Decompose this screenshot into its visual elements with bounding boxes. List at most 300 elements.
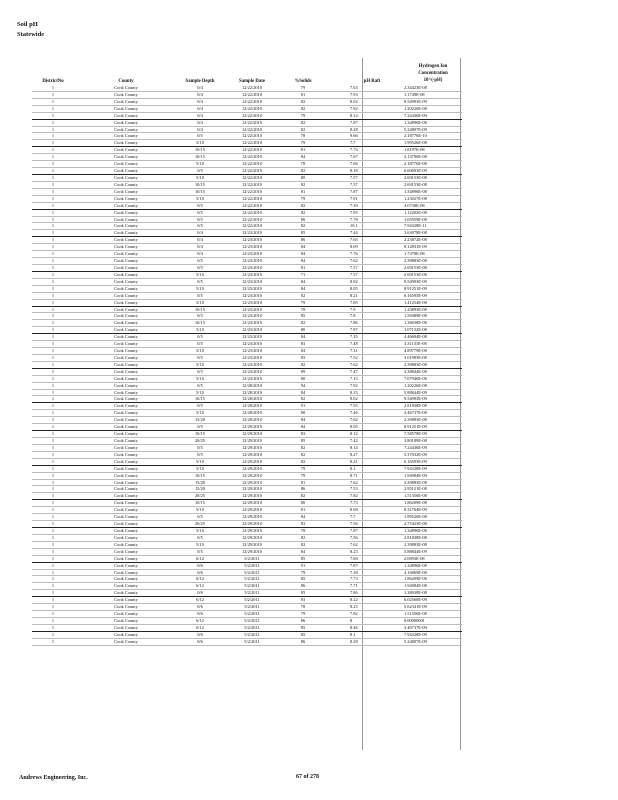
cell-sample-date: 5/2/2011 xyxy=(244,611,260,617)
cell-hydrogen-ion: 3.46737E-08 xyxy=(404,410,427,416)
cell-sample-depth: 6/12 xyxy=(196,624,204,630)
table-row xyxy=(32,535,462,542)
cell-ph: 8.18 xyxy=(350,168,358,174)
cell-sample-depth: 5/10 xyxy=(196,410,204,416)
cell-district: 1 xyxy=(51,237,55,243)
cell-county: Cook County xyxy=(114,479,138,485)
cell-solids: 82 xyxy=(300,168,306,174)
cell-county: Cook County xyxy=(114,105,138,111)
cell-hydrogen-ion: 1.34896E-08 xyxy=(404,119,427,125)
cell-county: Cook County xyxy=(114,382,138,388)
table-row xyxy=(32,556,462,563)
cell-solids: 82 xyxy=(300,493,306,499)
cell-solids: 82 xyxy=(300,126,306,132)
table-row xyxy=(32,383,462,390)
cell-district: 1 xyxy=(51,638,55,644)
cell-district: 1 xyxy=(51,583,55,589)
cell-sample-depth: 6/12 xyxy=(196,617,204,623)
cell-sample-date: 12/29/2010 xyxy=(241,472,262,478)
cell-hydrogen-ion: 4.89779E-08 xyxy=(404,348,427,354)
cell-district: 1 xyxy=(51,181,55,187)
cell-sample-date: 12/23/2010 xyxy=(241,285,262,291)
cell-solids: 84 xyxy=(300,285,306,291)
cell-county: Cook County xyxy=(114,472,138,478)
cell-district: 1 xyxy=(51,112,55,118)
cell-county: Cook County xyxy=(114,604,138,610)
cell-sample-depth: 10/15 xyxy=(194,306,205,312)
table-row xyxy=(32,320,462,327)
cell-sample-date: 12/22/2010 xyxy=(241,112,262,118)
table-row xyxy=(32,480,462,487)
cell-county: Cook County xyxy=(114,548,138,554)
cell-sample-date: 12/29/2010 xyxy=(241,479,262,485)
cell-district: 1 xyxy=(51,486,55,492)
cell-ph: 7.91 xyxy=(350,195,358,201)
cell-hydrogen-ion: 1.86209E-08 xyxy=(404,576,427,582)
table-row xyxy=(32,99,462,106)
cell-ph: 7.87 xyxy=(350,562,358,568)
cell-hydrogen-ion: 2.39883E-08 xyxy=(404,417,427,423)
cell-district: 1 xyxy=(51,285,55,291)
cell-district: 1 xyxy=(51,617,55,623)
table-row xyxy=(32,445,462,452)
cell-county: Cook County xyxy=(114,514,138,520)
table-row xyxy=(32,424,462,431)
cell-county: Cook County xyxy=(114,354,138,360)
cell-solids: 84 xyxy=(300,244,306,250)
cell-sample-date: 12/22/2010 xyxy=(241,223,262,229)
cell-district: 1 xyxy=(51,576,55,582)
cell-sample-date: 12/28/2010 xyxy=(241,403,262,409)
cell-sample-depth: 10/15 xyxy=(194,431,205,437)
cell-sample-date: 12/28/2010 xyxy=(241,382,262,388)
col-header-hydrogen-ion xyxy=(404,63,462,84)
cell-sample-depth: 15/20 xyxy=(194,479,205,485)
cell-solids: 82 xyxy=(300,451,306,457)
cell-sample-depth: 0/5 xyxy=(197,292,203,298)
cell-solids: 82 xyxy=(300,534,306,540)
table-row xyxy=(32,362,462,369)
cell-county: Cook County xyxy=(114,195,138,201)
cell-ph: 7.73 xyxy=(350,576,358,582)
cell-district: 1 xyxy=(51,126,55,132)
cell-sample-depth: 0/5 xyxy=(197,264,203,270)
cell-hydrogen-ion: 1.7378E-08 xyxy=(404,251,425,257)
table-row xyxy=(32,466,462,473)
cell-solids: 71 xyxy=(300,271,306,277)
cell-sample-date: 12/29/2010 xyxy=(241,493,262,499)
table-row xyxy=(32,196,462,203)
cell-sample-depth: 0/5 xyxy=(197,168,203,174)
cell-district: 1 xyxy=(51,133,55,139)
cell-solids: 81 xyxy=(300,188,306,194)
cell-county: Cook County xyxy=(114,98,138,104)
cell-sample-date: 12/29/2010 xyxy=(241,486,262,492)
cell-ph: 8.14 xyxy=(350,444,358,450)
table-row xyxy=(32,348,462,355)
cell-ph: 10.1 xyxy=(350,223,358,229)
cell-sample-date: 12/23/2010 xyxy=(241,368,262,374)
cell-solids: 79 xyxy=(300,299,306,305)
cell-ph: 8.21 xyxy=(350,458,358,464)
cell-sample-depth: 5/10 xyxy=(196,465,204,471)
cell-county: Cook County xyxy=(114,133,138,139)
cell-district: 1 xyxy=(51,98,55,104)
cell-solids: 80 xyxy=(300,500,306,506)
cell-sample-date: 12/23/2010 xyxy=(241,278,262,284)
cell-sample-depth: 5/10 xyxy=(196,271,204,277)
cell-ph: 7.92 xyxy=(350,382,358,388)
cell-county: Cook County xyxy=(114,576,138,582)
table-row xyxy=(32,210,462,217)
cell-district: 1 xyxy=(51,216,55,222)
table-row xyxy=(32,313,462,320)
table-row xyxy=(32,223,462,230)
cell-district: 1 xyxy=(51,514,55,520)
cell-solids: 84 xyxy=(300,514,306,520)
cell-solids: 79 xyxy=(300,472,306,478)
cell-sample-depth: 6/12 xyxy=(196,576,204,582)
cell-district: 1 xyxy=(51,465,55,471)
cell-sample-date: 12/22/2010 xyxy=(241,91,262,97)
cell-ph: 7.8 xyxy=(350,313,356,319)
cell-ph: 7.87 xyxy=(350,528,358,533)
cell-ph: 7.52 xyxy=(350,354,358,360)
table-row xyxy=(32,127,462,134)
cell-sample-date: 12/23/2010 xyxy=(241,264,262,270)
cell-district: 1 xyxy=(51,611,55,617)
cell-sample-depth: 5/10 xyxy=(196,541,204,547)
cell-district: 1 xyxy=(51,472,55,478)
cell-sample-depth: 6/12 xyxy=(196,555,204,561)
cell-sample-depth: 0/5 xyxy=(197,202,203,208)
table-row xyxy=(32,521,462,528)
cell-ph: 7.76 xyxy=(350,251,358,257)
cell-sample-depth: 5/10 xyxy=(196,389,204,395)
cell-county: Cook County xyxy=(114,451,138,457)
cell-hydrogen-ion: 5.62341E-09 xyxy=(404,604,427,610)
cell-sample-depth: 0/6 xyxy=(197,638,203,644)
cell-sample-depth: 5/10 xyxy=(196,528,204,533)
cell-solids: 84 xyxy=(300,348,306,354)
cell-sample-depth: 10/15 xyxy=(194,500,205,506)
cell-sample-date: 5/2/2011 xyxy=(244,555,260,561)
cell-district: 1 xyxy=(51,140,55,146)
cell-ph: 7.65 xyxy=(350,237,358,243)
cell-solids: 81 xyxy=(300,147,306,153)
cell-ph: 8.02 xyxy=(350,396,358,402)
cell-sample-depth: 10/15 xyxy=(194,154,205,160)
cell-district: 1 xyxy=(51,451,55,457)
cell-ph: 7.7 xyxy=(350,140,356,146)
table-row xyxy=(32,576,462,583)
cell-hydrogen-ion: 5.24807E-09 xyxy=(404,638,427,644)
cell-ph: 8.21 xyxy=(350,292,358,298)
cell-solids: 78 xyxy=(300,161,306,167)
cell-county: Cook County xyxy=(114,486,138,492)
cell-ph: 8.28 xyxy=(350,126,358,132)
cell-district: 1 xyxy=(51,174,55,180)
cell-district: 1 xyxy=(51,562,55,568)
cell-county: Cook County xyxy=(114,597,138,603)
cell-sample-date: 12/22/2010 xyxy=(241,202,262,208)
cell-sample-date: 12/22/2010 xyxy=(241,181,262,187)
cell-sample-depth: 0/5 xyxy=(197,382,203,388)
cell-sample-depth: 0/5 xyxy=(197,334,203,340)
cell-ph: 7.73 xyxy=(350,500,358,506)
cell-ph: 8.14 xyxy=(350,112,358,118)
cell-ph: 7.67 xyxy=(350,154,358,160)
cell-solids: 94 xyxy=(300,382,306,388)
cell-hydrogen-ion: 1.86209E-08 xyxy=(404,500,427,506)
cell-county: Cook County xyxy=(114,403,138,409)
cell-county: Cook County xyxy=(114,85,138,90)
cell-ph: 7.62 xyxy=(350,541,358,547)
cell-sample-depth: 5/10 xyxy=(196,195,204,201)
cell-solids: 89 xyxy=(300,368,306,374)
cell-sample-depth: 0/5 xyxy=(197,534,203,540)
cell-sample-date: 12/28/2010 xyxy=(241,396,262,402)
cell-district: 1 xyxy=(51,154,55,160)
cell-sample-date: 12/22/2010 xyxy=(241,154,262,160)
cell-sample-date: 12/28/2010 xyxy=(241,389,262,395)
cell-ph: 8.05 xyxy=(350,285,358,291)
cell-county: Cook County xyxy=(114,631,138,637)
cell-district: 1 xyxy=(51,458,55,464)
table-row xyxy=(32,217,462,224)
cell-ph: 7.53 xyxy=(350,486,358,492)
cell-hydrogen-ion: 1.58489E-08 xyxy=(404,313,427,319)
cell-sample-date: 12/29/2010 xyxy=(241,458,262,464)
cell-county: Cook County xyxy=(114,292,138,298)
cell-county: Cook County xyxy=(114,126,138,132)
cell-solids: 85 xyxy=(300,624,306,630)
cell-sample-depth: 0/5 xyxy=(197,313,203,319)
cell-hydrogen-ion: 7.24436E-09 xyxy=(404,444,427,450)
cell-county: Cook County xyxy=(114,334,138,340)
cell-ph: 7.68 xyxy=(350,555,358,561)
cell-sample-date: 12/29/2010 xyxy=(241,528,262,533)
cell-solids: 84 xyxy=(300,154,306,160)
cell-solids: 79 xyxy=(300,195,306,201)
cell-sample-date: 12/29/2010 xyxy=(241,431,262,437)
cell-ph: 8.05 xyxy=(350,424,358,430)
cell-hydrogen-ion: 2.69153E-08 xyxy=(404,181,427,187)
cell-solids: 84 xyxy=(300,389,306,395)
cell-sample-depth: 0/4 xyxy=(197,98,203,104)
cell-hydrogen-ion: 2.95121E-08 xyxy=(404,486,427,492)
cell-sample-date: 12/22/2010 xyxy=(241,168,262,174)
cell-solids: 82 xyxy=(300,119,306,125)
cell-sample-date: 5/2/2011 xyxy=(244,638,260,644)
cell-county: Cook County xyxy=(114,112,138,118)
cell-ph: 8.71 xyxy=(350,472,358,478)
cell-district: 1 xyxy=(51,161,55,167)
cell-sample-depth: 10/15 xyxy=(194,181,205,187)
cell-hydrogen-ion: 1.12202E-08 xyxy=(404,209,427,215)
cell-sample-date: 12/23/2010 xyxy=(241,299,262,305)
cell-sample-depth: 0/6 xyxy=(197,611,203,617)
cell-sample-depth: 10/15 xyxy=(194,472,205,478)
cell-sample-depth: 0/5 xyxy=(197,451,203,457)
cell-hydrogen-ion: 2.69153E-08 xyxy=(404,264,427,270)
cell-sample-depth: 5/10 xyxy=(196,507,204,513)
cell-county: Cook County xyxy=(114,417,138,423)
cell-district: 1 xyxy=(51,534,55,540)
cell-sample-date: 12/29/2010 xyxy=(241,514,262,520)
table-row xyxy=(32,203,462,210)
table-row xyxy=(32,431,462,438)
cell-district: 1 xyxy=(51,244,55,250)
cell-hydrogen-ion: 7.24436E-09 xyxy=(404,112,427,118)
cell-sample-depth: 5/10 xyxy=(196,375,204,381)
cell-hydrogen-ion: 1.41254E-08 xyxy=(404,299,427,305)
table-row xyxy=(32,251,462,258)
cell-ph: 7.82 xyxy=(350,493,358,499)
cell-solids: 78 xyxy=(300,528,306,533)
cell-district: 1 xyxy=(51,147,55,153)
table-row xyxy=(32,334,462,341)
cell-hydrogen-ion: 4.46684E-08 xyxy=(404,334,427,340)
cell-hydrogen-ion: 0.00000001 xyxy=(404,617,425,623)
cell-sample-date: 12/22/2010 xyxy=(241,126,262,132)
cell-county: Cook County xyxy=(114,458,138,464)
cell-hydrogen-ion: 1.51356E-08 xyxy=(404,611,427,617)
table-row xyxy=(32,244,462,251)
cell-sample-depth: 10/15 xyxy=(194,320,205,326)
cell-county: Cook County xyxy=(114,624,138,630)
cell-hydrogen-ion: 3.80189E-08 xyxy=(404,438,427,444)
cell-ph: 7.66 xyxy=(350,161,358,167)
cell-sample-depth: 6/12 xyxy=(196,597,204,603)
cell-hydrogen-ion: 1.34896E-08 xyxy=(404,188,427,194)
cell-county: Cook County xyxy=(114,119,138,125)
cell-solids: 81 xyxy=(300,479,306,485)
cell-district: 1 xyxy=(51,258,55,264)
cell-solids: 82 xyxy=(300,320,306,326)
cell-solids: 86 xyxy=(300,216,306,222)
cell-ph: 7.74 xyxy=(350,147,358,153)
cell-county: Cook County xyxy=(114,251,138,257)
cell-sample-depth: 10/15 xyxy=(194,147,205,153)
cell-sample-date: 12/29/2010 xyxy=(241,451,262,457)
cell-hydrogen-ion: 6.16595E-09 xyxy=(404,458,427,464)
cell-sample-depth: 15/20 xyxy=(194,417,205,423)
cell-district: 1 xyxy=(51,105,55,111)
col-header-sample-date: Sample Date xyxy=(239,79,265,84)
cell-ph: 7.87 xyxy=(350,188,358,194)
table-row xyxy=(32,307,462,314)
cell-district: 1 xyxy=(51,396,55,402)
cell-ph: 8.12 xyxy=(350,431,358,437)
table-row xyxy=(32,403,462,410)
cell-solids: 79 xyxy=(300,85,306,90)
col-header-ph: pH Raft xyxy=(363,79,381,84)
cell-district: 1 xyxy=(51,528,55,533)
table-row xyxy=(32,507,462,514)
cell-district: 1 xyxy=(51,410,55,416)
cell-district: 1 xyxy=(51,341,55,347)
cell-district: 1 xyxy=(51,264,55,270)
cell-sample-depth: 0/4 xyxy=(197,237,203,243)
cell-ph: 7.85 xyxy=(350,299,358,305)
cell-sample-date: 12/29/2010 xyxy=(241,548,262,554)
cell-county: Cook County xyxy=(114,569,138,575)
cell-ph: 7.57 xyxy=(350,271,358,277)
cell-sample-depth: 0/5 xyxy=(197,258,203,264)
cell-county: Cook County xyxy=(114,396,138,402)
cell-solids: 80 xyxy=(300,327,306,333)
cell-county: Cook County xyxy=(114,223,138,229)
cell-hydrogen-ion: 1.23027E-08 xyxy=(404,195,427,201)
table-row xyxy=(32,327,462,334)
cell-ph: 9.66 xyxy=(350,133,358,139)
cell-ph: 7.57 xyxy=(350,264,358,270)
cell-hydrogen-ion: 4.0738E-08 xyxy=(404,202,425,208)
cell-sample-depth: 0/4 xyxy=(197,112,203,118)
cell-ph: 7.97 xyxy=(350,327,358,333)
table-row xyxy=(32,459,462,466)
cell-sample-date: 5/2/2011 xyxy=(244,590,260,596)
cell-sample-depth: 0/4 xyxy=(197,119,203,125)
cell-hydrogen-ion: 9.54993E-09 xyxy=(404,98,427,104)
cell-district: 1 xyxy=(51,431,55,437)
cell-sample-date: 5/2/2011 xyxy=(244,569,260,575)
table-row xyxy=(32,611,462,618)
table-row xyxy=(32,341,462,348)
cell-district: 1 xyxy=(51,209,55,215)
cell-sample-date: 12/23/2010 xyxy=(241,258,262,264)
cell-district: 1 xyxy=(51,327,55,333)
cell-sample-date: 12/28/2010 xyxy=(241,410,262,416)
cell-solids: 82 xyxy=(300,105,306,111)
cell-sample-depth: 0/6 xyxy=(197,590,203,596)
table-row xyxy=(32,390,462,397)
cell-county: Cook County xyxy=(114,410,138,416)
cell-county: Cook County xyxy=(114,264,138,270)
cell-sample-depth: 0/5 xyxy=(197,223,203,229)
cell-solids: 84 xyxy=(300,278,306,284)
footer-page-number: 67 of 278 xyxy=(296,774,319,780)
table-row xyxy=(32,120,462,127)
cell-solids: 85 xyxy=(300,631,306,637)
cell-solids: 86 xyxy=(300,638,306,644)
cell-solids: 85 xyxy=(300,230,306,236)
cell-ph: 7.82 xyxy=(350,611,358,617)
cell-hydrogen-ion: 2.18776E-08 xyxy=(404,161,427,167)
cell-sample-depth: 5/10 xyxy=(196,161,204,167)
cell-sample-depth: 0/5 xyxy=(197,548,203,554)
cell-solids: 80 xyxy=(300,375,306,381)
cell-solids: 91 xyxy=(300,403,306,409)
cell-solids: 83 xyxy=(300,597,306,603)
cell-county: Cook County xyxy=(114,230,138,236)
cell-hydrogen-ion: 8.12831E-09 xyxy=(404,244,427,250)
report-title: Soil pH xyxy=(17,21,38,28)
cell-ph: 7.7 xyxy=(350,514,356,520)
cell-sample-date: 12/23/2010 xyxy=(241,320,262,326)
table-row xyxy=(32,376,462,383)
cell-hydrogen-ion: 2.81838E-08 xyxy=(404,534,427,540)
cell-sample-date: 12/23/2010 xyxy=(241,237,262,243)
table-row xyxy=(32,286,462,293)
cell-sample-date: 12/22/2010 xyxy=(241,133,262,139)
table-row xyxy=(32,355,462,362)
cell-hydrogen-ion: 4.16869E-08 xyxy=(404,569,427,575)
cell-hydrogen-ion: 1.65959E-08 xyxy=(404,216,427,222)
table-row xyxy=(32,161,462,168)
cell-ph: 7.78 xyxy=(350,216,358,222)
